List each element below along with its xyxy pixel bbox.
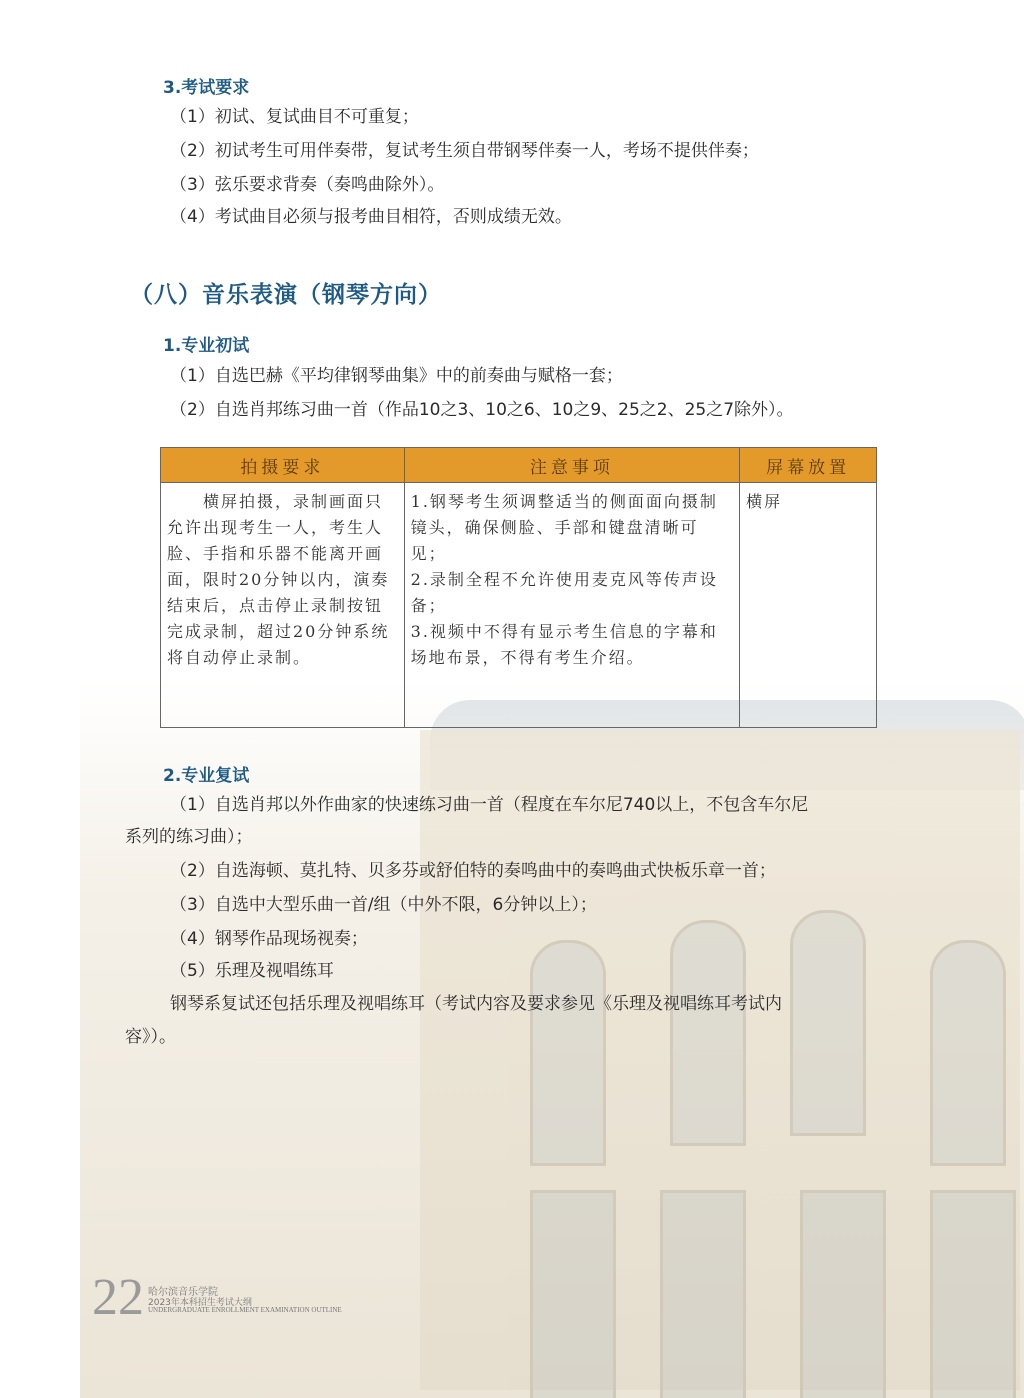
list-item-cont: 系列的练习曲）；: [125, 827, 253, 847]
page-number: 22: [92, 1269, 144, 1326]
list-item: （5）乐理及视唱练耳: [170, 961, 334, 981]
header-screen: 屏幕放置: [740, 448, 877, 483]
note-text: 钢琴系复试还包括乐理及视唱练耳（考试内容及要求参见《乐理及视唱练耳考试内: [170, 994, 782, 1014]
list-item: （1）自选肖邦以外作曲家的快速练习曲一首（程度在车尔尼740以上，不包含车尔尼: [170, 795, 809, 815]
recording-requirements-table: [160, 447, 877, 728]
list-item: （4）考试曲目必须与报考曲目相符，否则成绩无效。: [170, 207, 572, 227]
list-item: （3）弦乐要求背奏（奏鸣曲除外）。: [170, 175, 445, 195]
exam-requirements-heading: 3.考试要求: [163, 78, 250, 98]
list-item: （2）自选肖邦练习曲一首（作品10之3、10之6、10之9、25之2、25之7除外）。: [170, 400, 794, 420]
section-title: （八）音乐表演（钢琴方向）: [130, 282, 442, 308]
retest-heading: 2.专业复试: [163, 766, 250, 786]
building-illustration: [420, 730, 1020, 1390]
list-item: （1）自选巴赫《平均律钢琴曲集》中的前奏曲与赋格一套；: [170, 366, 623, 386]
header-notes: 注意事项: [404, 448, 740, 483]
note-text-cont: 容》）。: [125, 1027, 176, 1047]
list-item: （3）自选中大型乐曲一首/组（中外不限，6分钟以上）；: [170, 895, 597, 915]
list-item: （1）初试、复试曲目不可重复；: [170, 107, 419, 127]
header-filming: 拍摄要求: [161, 448, 405, 483]
footer-school: 哈尔滨音乐学院: [148, 1287, 218, 1298]
list-item: （2）初试考生可用伴奏带，复试考生须自带钢琴伴奏一人，考场不提供伴奏；: [170, 141, 759, 161]
footer-english: UNDERGRADUATE ENROLLMENT EXAMINATION OUTLINE: [148, 1306, 342, 1314]
cell-screen: 横屏: [740, 483, 877, 728]
list-item: （4）钢琴作品现场视奏；: [170, 929, 368, 949]
preliminary-heading: 1.专业初试: [163, 336, 250, 356]
cell-notes: 1.钢琴考生须调整适当的侧面面向摄制镜头，确保侧脸、手部和键盘清晰可见； 2.录制全程不允许使用麦克风等传声设备； 3.视频中不得有显示考生信息的字幕和场地布景，不得有考生介绍。: [404, 483, 740, 728]
footer-title: 2023年本科招生考试大纲: [148, 1298, 252, 1308]
list-item: （2）自选海顿、莫扎特、贝多芬或舒伯特的奏鸣曲中的奏鸣曲式快板乐章一首；: [170, 861, 776, 881]
cell-filming: 横屏拍摄，录制画面只允许出现考生一人，考生人脸、手指和乐器不能离开画面，限时20分钟以内，演奏结束后，点击停止录制按钮完成录制，超过20分钟系统将自动停止录制。: [161, 483, 405, 728]
